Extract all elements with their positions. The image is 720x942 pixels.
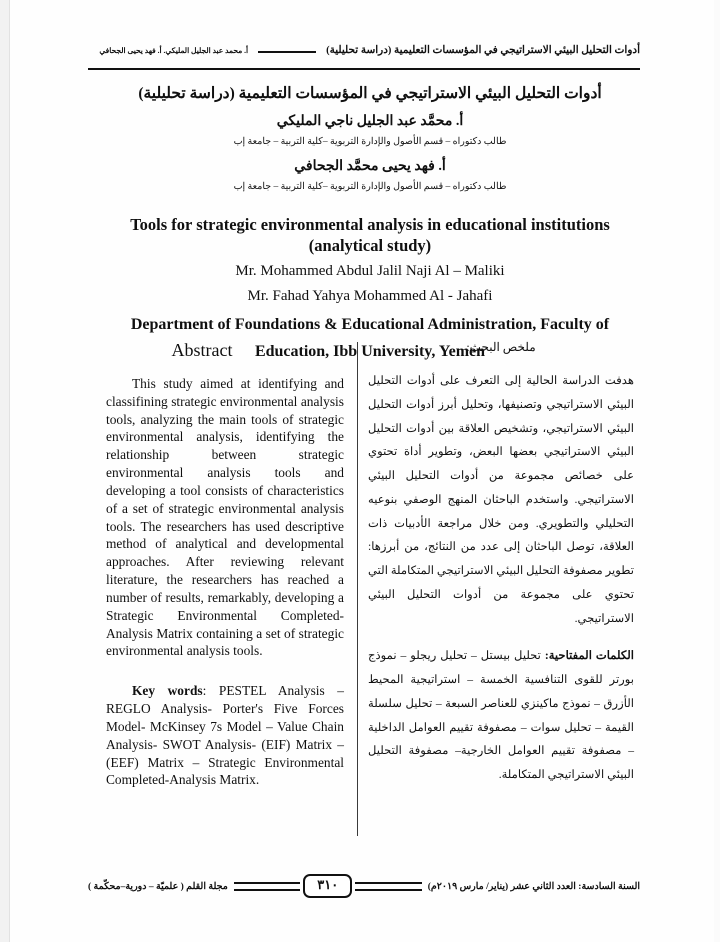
arabic-abstract-body: هدفت الدراسة الحالية إلى التعرف على أدوات التحليل البيئي الاستراتيجي وتصنيفها، وتحليل أبرز أدوات التحليل البيئي الاستراتيجي، وتشخيص العلاقة بين أدوات التحليل البيئي الاستراتيجي بعضها البعض، وتطوير أداة تحتوي على خصائص مجموعة من أدوات التحليل البيئي الاستراتيجي. واستخدم الباحثان المنهج الوصفي بنوعيه التحليلي والتطويري. ومن خلال مراجعة الأدبيات ذات العلاقة، توصل الباحثان إلى عدد من النتائج، من أبرزها: تطوير مصفوفة التحليل البيئي الاستراتيجي المتكاملة التي تحتوي على مجموعة من أدوات التحليل البيئي الاستراتيجي. bbox=[368, 374, 634, 625]
arabic-affiliation-1: طالب دكتوراه – قسم الأصول والإدارة التربوية –كلية التربية – جامعة إب bbox=[233, 137, 507, 148]
document-page bbox=[10, 0, 714, 942]
english-paper-title-line2: (analytical study) bbox=[308, 236, 432, 256]
page-footer bbox=[88, 866, 640, 906]
english-abstract-column bbox=[106, 340, 344, 789]
footer-rule-right bbox=[355, 882, 421, 891]
running-header bbox=[88, 44, 640, 70]
english-keywords bbox=[106, 682, 344, 789]
page-number: ٣١٠ bbox=[303, 874, 352, 897]
running-header-authors: أ. محمد عبد الجليل المليكي. أ. فهد يحيى الجحافي bbox=[99, 46, 249, 55]
english-paper-title-line1: Tools for strategic environmental analysis in educational institutions bbox=[130, 215, 610, 234]
column-divider bbox=[357, 342, 358, 836]
arabic-keywords-body: تحليل بيستل – تحليل ريجلو – نموذج بورتر للقوى التنافسية الخمسة – استراتيجية المحيط الأزرق – نموذج ماكينزي للعناصر السبعة – تحليل سلسلة القيمة – تحليل سوات – مصفوفة تقييم العوامل الداخلية – مصفوفة تقييم العوامل الخارجية– مصفوفة التحليل البيئي الاستراتيجي المتكاملة. bbox=[368, 649, 634, 782]
arabic-front-matter bbox=[130, 82, 610, 192]
running-header-row bbox=[88, 44, 640, 56]
header-underline bbox=[88, 68, 640, 70]
english-author-1: Mr. Mohammed Abdul Jalil Naji Al – Maliki bbox=[235, 263, 505, 280]
running-header-title: أدوات التحليل البيئي الاستراتيجي في المؤسسات التعليمية (دراسة تحليلية) bbox=[326, 45, 640, 56]
arabic-author-2: أ. فهد يحيى محمَّد الجحافي bbox=[294, 159, 446, 175]
english-abstract-body: This study aimed at identifying and classifining strategic environmental analysis tools, analyzing the main tools of strategic environmental analysis, identifying the relationship between strategic environmental analysis tools and developing a tool consists of characteristics of a set of strategic environmental analysis tools. The researchers has used descriptive method of analytical and developmental approaches. After reviewing relevant literature, the researchers has reached a number of results, remarkably, developing a Strategic Environmental Completed-Analysis Matrix containing a set of strategic environmental analysis tools. bbox=[106, 376, 344, 659]
arabic-abstract-heading: ملخص البحث: bbox=[466, 340, 536, 354]
running-header-rule bbox=[258, 51, 316, 53]
arabic-affiliation-2: طالب دكتوراه – قسم الأصول والإدارة التربوية –كلية التربية – جامعة إب bbox=[233, 182, 507, 193]
arabic-author-1: أ. محمَّد عبد الجليل ناجي المليكي bbox=[276, 114, 464, 130]
english-keywords-label: Key words bbox=[132, 683, 203, 699]
english-department-line1: Department of Foundations & Educational Administration, Faculty of bbox=[130, 315, 610, 333]
english-department-line2: Education, Ibb University, Yemen bbox=[254, 342, 486, 360]
footer-journal-name: مجلة القلم ( علميّة – دورية–محكّمة ) bbox=[88, 881, 228, 892]
footer-center-ornament bbox=[228, 874, 428, 897]
footer-issue-info: السنة السادسة: العدد الثاني عشر (يناير/ مارس ٢٠١٩م) bbox=[427, 881, 640, 892]
english-abstract-heading: Abstract bbox=[171, 340, 233, 360]
abstract-columns bbox=[106, 340, 634, 840]
scan-edge-left bbox=[0, 0, 10, 942]
arabic-keywords bbox=[368, 644, 634, 787]
arabic-keywords-label: الكلمات المفتاحية: bbox=[544, 649, 634, 663]
english-author-2: Mr. Fahad Yahya Mohammed Al - Jahafi bbox=[247, 288, 493, 305]
footer-rule-left bbox=[234, 882, 300, 891]
english-keywords-body: : PESTEL Analysis – REGLO Analysis- Porter's Five Forces Model- McKinsey 7s Model – Value Chain Analysis- SWOT Analysis- (EIF) Matrix – (EEF) Matrix – Strategic Environmental Completed-Analysis Matrix. bbox=[106, 683, 345, 788]
arabic-abstract-column bbox=[368, 340, 634, 787]
scan-edge-right bbox=[714, 0, 720, 942]
arabic-paper-title: أدوات التحليل البيئي الاستراتيجي في المؤسسات التعليمية (دراسة تحليلية) bbox=[138, 85, 602, 102]
